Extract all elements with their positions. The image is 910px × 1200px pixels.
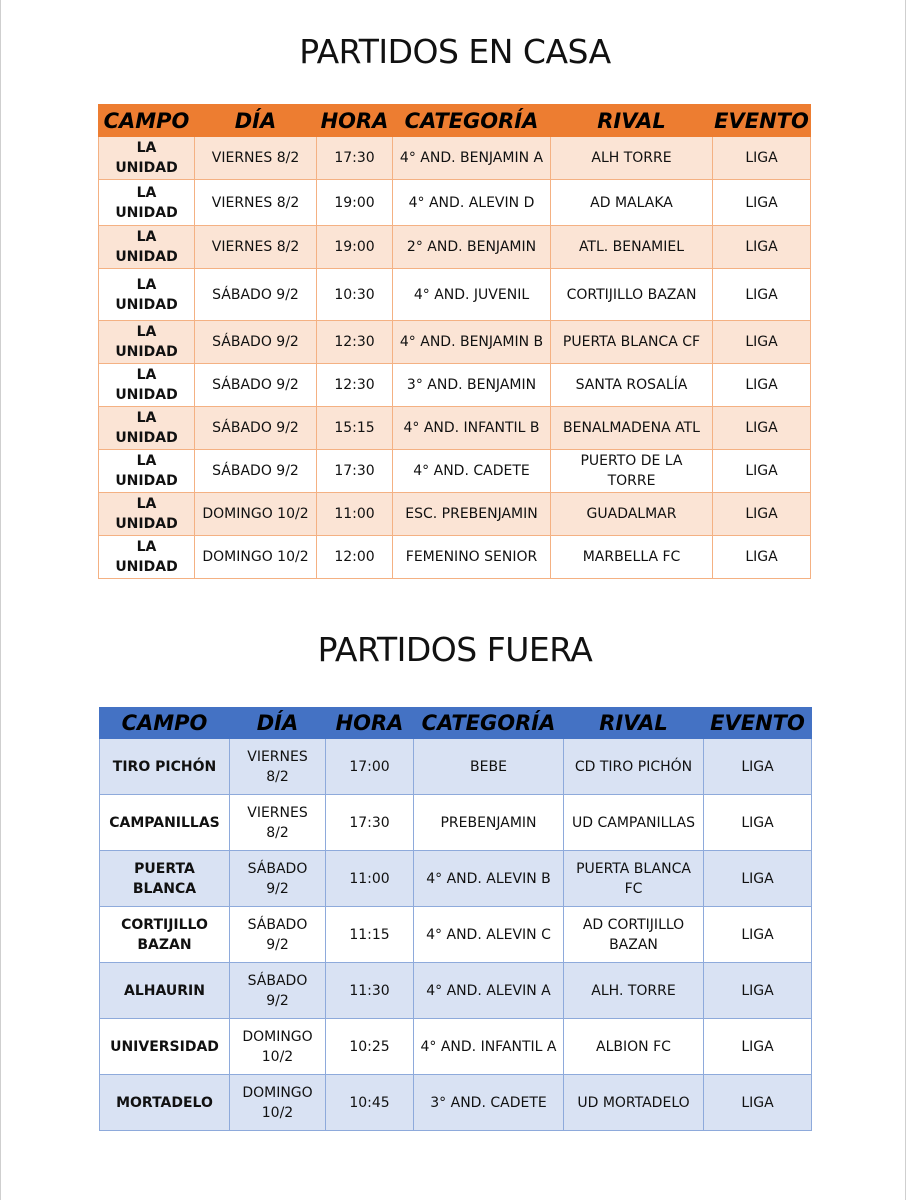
cell-campo: LA UNIDAD bbox=[99, 137, 195, 180]
cell-campo: CAMPANILLAS bbox=[100, 795, 230, 851]
cell-categoria: 3° AND. CADETE bbox=[414, 1075, 564, 1131]
table-row bbox=[100, 963, 812, 1019]
table-row bbox=[100, 907, 812, 963]
cell-hora: 11:15 bbox=[326, 907, 414, 963]
cell-evento: LIGA bbox=[713, 269, 811, 321]
cell-dia: SÁBADO 9/2 bbox=[195, 407, 317, 450]
cell-categoria: PREBENJAMIN bbox=[414, 795, 564, 851]
table-header-row bbox=[100, 708, 812, 739]
cell-campo: ALHAURIN bbox=[100, 963, 230, 1019]
cell-hora: 12:00 bbox=[317, 536, 393, 579]
cell-categoria: BEBE bbox=[414, 739, 564, 795]
cell-campo: LA UNIDAD bbox=[99, 180, 195, 226]
cell-dia: VIERNES 8/2 bbox=[230, 795, 326, 851]
cell-rival: PUERTO DE LA TORRE bbox=[551, 450, 713, 493]
cell-dia: SÁBADO 9/2 bbox=[230, 963, 326, 1019]
cell-rival: ATL. BENAMIEL bbox=[551, 226, 713, 269]
cell-rival: MARBELLA FC bbox=[551, 536, 713, 579]
header-rival: RIVAL bbox=[551, 105, 713, 137]
table-row bbox=[99, 536, 811, 579]
cell-rival: UD CAMPANILLAS bbox=[564, 795, 704, 851]
header-dia: DÍA bbox=[230, 708, 326, 739]
header-dia: DÍA bbox=[195, 105, 317, 137]
cell-dia: SÁBADO 9/2 bbox=[195, 364, 317, 407]
cell-campo: CORTIJILLO BAZAN bbox=[100, 907, 230, 963]
cell-categoria: 4° AND. CADETE bbox=[393, 450, 551, 493]
home-matches-table bbox=[98, 104, 811, 579]
header-evento: EVENTO bbox=[704, 708, 812, 739]
cell-dia: DOMINGO 10/2 bbox=[195, 493, 317, 536]
cell-campo: LA UNIDAD bbox=[99, 226, 195, 269]
home-title: PARTIDOS EN CASA bbox=[299, 32, 611, 71]
cell-campo: LA UNIDAD bbox=[99, 493, 195, 536]
cell-hora: 17:30 bbox=[317, 450, 393, 493]
cell-evento: LIGA bbox=[713, 137, 811, 180]
cell-evento: LIGA bbox=[713, 493, 811, 536]
cell-rival: CD TIRO PICHÓN bbox=[564, 739, 704, 795]
cell-evento: LIGA bbox=[713, 321, 811, 364]
cell-categoria: 3° AND. BENJAMIN bbox=[393, 364, 551, 407]
cell-evento: LIGA bbox=[713, 450, 811, 493]
table-row bbox=[100, 1075, 812, 1131]
table-row bbox=[99, 137, 811, 180]
cell-campo: LA UNIDAD bbox=[99, 450, 195, 493]
header-evento: EVENTO bbox=[713, 105, 811, 137]
cell-evento: LIGA bbox=[713, 407, 811, 450]
table-row bbox=[99, 226, 811, 269]
cell-categoria: 4° AND. BENJAMIN B bbox=[393, 321, 551, 364]
cell-campo: LA UNIDAD bbox=[99, 321, 195, 364]
cell-dia: SÁBADO 9/2 bbox=[230, 851, 326, 907]
cell-dia: VIERNES 8/2 bbox=[195, 180, 317, 226]
cell-campo: UNIVERSIDAD bbox=[100, 1019, 230, 1075]
cell-rival: BENALMADENA ATL bbox=[551, 407, 713, 450]
cell-categoria: 2° AND. BENJAMIN bbox=[393, 226, 551, 269]
table-row bbox=[99, 180, 811, 226]
cell-campo: MORTADELO bbox=[100, 1075, 230, 1131]
cell-hora: 11:00 bbox=[326, 851, 414, 907]
cell-hora: 11:00 bbox=[317, 493, 393, 536]
cell-hora: 19:00 bbox=[317, 180, 393, 226]
cell-campo: LA UNIDAD bbox=[99, 407, 195, 450]
cell-rival: PUERTA BLANCA CF bbox=[551, 321, 713, 364]
cell-evento: LIGA bbox=[704, 851, 812, 907]
cell-categoria: 4° AND. BENJAMIN A bbox=[393, 137, 551, 180]
cell-hora: 19:00 bbox=[317, 226, 393, 269]
cell-dia: DOMINGO 10/2 bbox=[230, 1019, 326, 1075]
cell-rival: PUERTA BLANCA FC bbox=[564, 851, 704, 907]
cell-evento: LIGA bbox=[704, 795, 812, 851]
cell-hora: 12:30 bbox=[317, 321, 393, 364]
cell-hora: 10:45 bbox=[326, 1075, 414, 1131]
cell-hora: 11:30 bbox=[326, 963, 414, 1019]
cell-hora: 12:30 bbox=[317, 364, 393, 407]
cell-dia: SÁBADO 9/2 bbox=[230, 907, 326, 963]
cell-categoria: FEMENINO SENIOR bbox=[393, 536, 551, 579]
cell-hora: 15:15 bbox=[317, 407, 393, 450]
cell-evento: LIGA bbox=[704, 963, 812, 1019]
away-title: PARTIDOS FUERA bbox=[317, 630, 593, 669]
cell-evento: LIGA bbox=[713, 180, 811, 226]
cell-dia: VIERNES 8/2 bbox=[230, 739, 326, 795]
table-row bbox=[99, 321, 811, 364]
cell-hora: 10:30 bbox=[317, 269, 393, 321]
cell-rival: UD MORTADELO bbox=[564, 1075, 704, 1131]
cell-hora: 17:30 bbox=[326, 795, 414, 851]
header-hora: HORA bbox=[317, 105, 393, 137]
cell-evento: LIGA bbox=[704, 1019, 812, 1075]
table-row bbox=[100, 851, 812, 907]
cell-evento: LIGA bbox=[713, 364, 811, 407]
cell-rival: SANTA ROSALÍA bbox=[551, 364, 713, 407]
cell-rival: CORTIJILLO BAZAN bbox=[551, 269, 713, 321]
cell-campo: LA UNIDAD bbox=[99, 269, 195, 321]
cell-campo: PUERTA BLANCA bbox=[100, 851, 230, 907]
cell-rival: ALBION FC bbox=[564, 1019, 704, 1075]
cell-hora: 10:25 bbox=[326, 1019, 414, 1075]
header-categoria: CATEGORÍA bbox=[393, 105, 551, 137]
cell-dia: SÁBADO 9/2 bbox=[195, 269, 317, 321]
cell-categoria: ESC. PREBENJAMIN bbox=[393, 493, 551, 536]
cell-evento: LIGA bbox=[704, 907, 812, 963]
cell-evento: LIGA bbox=[704, 1075, 812, 1131]
cell-campo: TIRO PICHÓN bbox=[100, 739, 230, 795]
cell-evento: LIGA bbox=[704, 739, 812, 795]
cell-categoria: 4° AND. ALEVIN C bbox=[414, 907, 564, 963]
cell-dia: DOMINGO 10/2 bbox=[230, 1075, 326, 1131]
cell-dia: SÁBADO 9/2 bbox=[195, 450, 317, 493]
cell-campo: LA UNIDAD bbox=[99, 364, 195, 407]
header-categoria: CATEGORÍA bbox=[414, 708, 564, 739]
table-row bbox=[100, 739, 812, 795]
cell-rival: ALH TORRE bbox=[551, 137, 713, 180]
cell-evento: LIGA bbox=[713, 536, 811, 579]
table-row bbox=[99, 269, 811, 321]
cell-rival: AD MALAKA bbox=[551, 180, 713, 226]
away-matches-table bbox=[99, 707, 812, 1131]
cell-categoria: 4° AND. INFANTIL B bbox=[393, 407, 551, 450]
header-hora: HORA bbox=[326, 708, 414, 739]
cell-hora: 17:00 bbox=[326, 739, 414, 795]
cell-hora: 17:30 bbox=[317, 137, 393, 180]
header-rival: RIVAL bbox=[564, 708, 704, 739]
table-row bbox=[100, 795, 812, 851]
cell-campo: LA UNIDAD bbox=[99, 536, 195, 579]
table-row bbox=[99, 450, 811, 493]
header-campo: CAMPO bbox=[99, 105, 195, 137]
table-row bbox=[100, 1019, 812, 1075]
table-row bbox=[99, 407, 811, 450]
cell-evento: LIGA bbox=[713, 226, 811, 269]
cell-rival: AD CORTIJILLO BAZAN bbox=[564, 907, 704, 963]
cell-categoria: 4° AND. JUVENIL bbox=[393, 269, 551, 321]
cell-categoria: 4° AND. ALEVIN A bbox=[414, 963, 564, 1019]
table-header-row bbox=[99, 105, 811, 137]
cell-rival: ALH. TORRE bbox=[564, 963, 704, 1019]
header-campo: CAMPO bbox=[100, 708, 230, 739]
cell-dia: SÁBADO 9/2 bbox=[195, 321, 317, 364]
cell-categoria: 4° AND. ALEVIN D bbox=[393, 180, 551, 226]
cell-dia: VIERNES 8/2 bbox=[195, 137, 317, 180]
cell-categoria: 4° AND. INFANTIL A bbox=[414, 1019, 564, 1075]
cell-dia: DOMINGO 10/2 bbox=[195, 536, 317, 579]
cell-dia: VIERNES 8/2 bbox=[195, 226, 317, 269]
cell-rival: GUADALMAR bbox=[551, 493, 713, 536]
table-row bbox=[99, 364, 811, 407]
cell-categoria: 4° AND. ALEVIN B bbox=[414, 851, 564, 907]
table-row bbox=[99, 493, 811, 536]
